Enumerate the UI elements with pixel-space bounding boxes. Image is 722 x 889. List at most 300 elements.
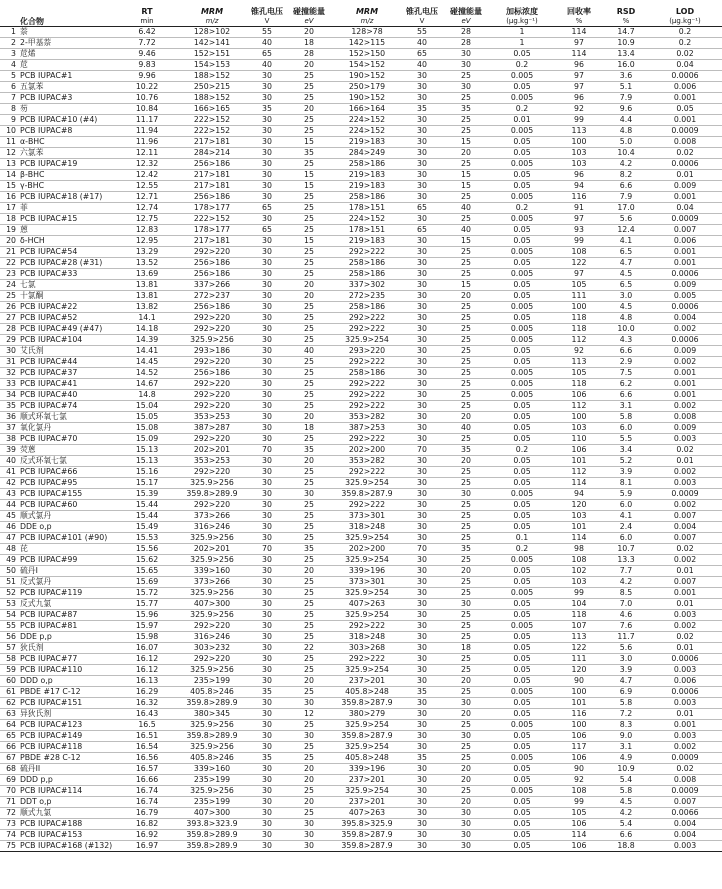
mrm1-value: 222>152 bbox=[193, 213, 231, 223]
cone1-value: 30 bbox=[262, 631, 272, 641]
mrm1-value: 188>152 bbox=[193, 92, 231, 102]
rsd-value: 7.7 bbox=[619, 565, 633, 575]
ce1-value: 25 bbox=[304, 433, 314, 443]
rt-value: 7.72 bbox=[138, 37, 156, 47]
compound-name: PCB IUPAC#104 bbox=[20, 334, 83, 344]
ce1-value: 28 bbox=[304, 48, 314, 58]
rsd-value: 3.9 bbox=[619, 466, 633, 476]
compound-name: PCB IUPAC#44 bbox=[20, 356, 78, 366]
ce1-value: 20 bbox=[304, 565, 314, 575]
recovery-value: 96 bbox=[574, 169, 584, 179]
compound-name: DDE p,p bbox=[20, 631, 52, 641]
ce2-value: 25 bbox=[461, 576, 471, 586]
cone1-value: 30 bbox=[262, 422, 272, 432]
recovery-value: 99 bbox=[574, 587, 584, 597]
recovery-value: 120 bbox=[571, 664, 587, 674]
ce2-value: 30 bbox=[461, 818, 471, 828]
ce2-value: 25 bbox=[461, 466, 471, 476]
lod-value: 0.008 bbox=[673, 411, 697, 421]
spike-value: 0.05 bbox=[513, 290, 531, 300]
compound-name: PCB IUPAC#168 (#132) bbox=[20, 840, 113, 850]
lod-value: 0.003 bbox=[673, 477, 697, 487]
mrm2-value: 353>282 bbox=[348, 411, 386, 421]
rt-value: 16.79 bbox=[135, 807, 159, 817]
recovery-value: 90 bbox=[574, 675, 584, 685]
mrm2-value: 219>183 bbox=[348, 180, 386, 190]
rsd-value: 9.0 bbox=[619, 730, 633, 740]
spike-value: 0.005 bbox=[510, 378, 534, 388]
mrm1-value: 222>152 bbox=[193, 125, 231, 135]
cone2-value: 30 bbox=[417, 730, 427, 740]
mrm1-value: 178>177 bbox=[193, 224, 231, 234]
ce1-value: 25 bbox=[304, 587, 314, 597]
rsd-value: 3.1 bbox=[619, 741, 633, 751]
row-index: 26 bbox=[6, 301, 16, 311]
mrm2-value: 292>222 bbox=[348, 356, 386, 366]
cone2-value: 35 bbox=[417, 103, 427, 113]
spike-value: 1 bbox=[519, 26, 525, 36]
table-row bbox=[0, 565, 722, 576]
recovery-value: 108 bbox=[571, 554, 587, 564]
cone2-value: 30 bbox=[417, 70, 427, 80]
mrm2-value: 219>183 bbox=[348, 169, 386, 179]
cone2-value: 30 bbox=[417, 257, 427, 267]
spike-value: 0.005 bbox=[510, 367, 534, 377]
mrm1-value: 407>300 bbox=[193, 807, 231, 817]
table-row bbox=[0, 301, 722, 312]
recovery-value: 97 bbox=[574, 70, 584, 80]
header-rt: RT min bbox=[140, 6, 154, 25]
spike-value: 0.05 bbox=[513, 400, 531, 410]
recovery-value: 114 bbox=[571, 48, 587, 58]
rt-value: 16.74 bbox=[135, 796, 159, 806]
row-index: 75 bbox=[6, 840, 16, 850]
mrm1-value: 359.8>289.9 bbox=[186, 697, 238, 707]
lod-value: 0.0006 bbox=[671, 70, 699, 80]
mrm1-value: 292>220 bbox=[193, 356, 231, 366]
mrm2-value: 359.8>287.9 bbox=[341, 840, 393, 850]
rt-value: 10.22 bbox=[135, 81, 159, 91]
rsd-value: 5.0 bbox=[619, 136, 633, 146]
spike-value: 0.05 bbox=[513, 180, 531, 190]
mrm2-value: 339>196 bbox=[348, 763, 386, 773]
compound-name: PCB IUPAC#54 bbox=[20, 246, 78, 256]
recovery-value: 112 bbox=[571, 466, 587, 476]
cone1-value: 35 bbox=[262, 686, 272, 696]
compound-name: 萘 bbox=[20, 26, 28, 36]
recovery-value: 105 bbox=[571, 807, 587, 817]
table-row bbox=[0, 708, 722, 719]
ce2-value: 25 bbox=[461, 620, 471, 630]
ce2-value: 30 bbox=[461, 48, 471, 58]
cone2-value: 30 bbox=[417, 290, 427, 300]
table-row bbox=[0, 818, 722, 829]
ce1-value: 25 bbox=[304, 378, 314, 388]
rt-value: 15.04 bbox=[135, 400, 159, 410]
compound-name: γ-BHC bbox=[20, 180, 45, 190]
ce1-value: 25 bbox=[304, 631, 314, 641]
rt-value: 15.77 bbox=[135, 598, 159, 608]
rsd-value: 3.9 bbox=[619, 664, 633, 674]
lod-value: 0.0006 bbox=[671, 686, 699, 696]
row-index: 44 bbox=[6, 499, 16, 509]
lod-value: 0.0006 bbox=[671, 301, 699, 311]
lod-value: 0.01 bbox=[676, 708, 694, 718]
table-row bbox=[0, 554, 722, 565]
spike-value: 0.05 bbox=[513, 81, 531, 91]
mrm1-value: 407>300 bbox=[193, 598, 231, 608]
row-index: 21 bbox=[6, 246, 16, 256]
rsd-value: 12.4 bbox=[617, 224, 635, 234]
ce1-value: 20 bbox=[304, 290, 314, 300]
recovery-value: 100 bbox=[571, 411, 587, 421]
compound-name: 异狄氏剂 bbox=[20, 708, 52, 718]
cone1-value: 30 bbox=[262, 268, 272, 278]
compound-name: PCB IUPAC#87 bbox=[20, 609, 78, 619]
rt-value: 14.8 bbox=[138, 389, 156, 399]
ce1-value: 15 bbox=[304, 136, 314, 146]
ce2-value: 25 bbox=[461, 356, 471, 366]
ce2-value: 25 bbox=[461, 719, 471, 729]
row-index: 18 bbox=[6, 213, 16, 223]
cone1-value: 30 bbox=[262, 389, 272, 399]
rt-value: 16.13 bbox=[135, 675, 159, 685]
ce2-value: 25 bbox=[461, 114, 471, 124]
table-row bbox=[0, 719, 722, 730]
mrm2-value: 318>248 bbox=[348, 521, 386, 531]
cone1-value: 30 bbox=[262, 609, 272, 619]
mrm1-value: 217>181 bbox=[193, 235, 231, 245]
rt-value: 9.96 bbox=[138, 70, 156, 80]
table-row bbox=[0, 378, 722, 389]
rsd-value: 5.9 bbox=[619, 488, 633, 498]
ce2-value: 25 bbox=[461, 158, 471, 168]
spike-value: 0.05 bbox=[513, 279, 531, 289]
rsd-value: 8.2 bbox=[619, 169, 633, 179]
cone1-value: 30 bbox=[262, 598, 272, 608]
cone1-value: 30 bbox=[262, 840, 272, 850]
rsd-value: 18.8 bbox=[617, 840, 635, 850]
cone1-value: 30 bbox=[262, 488, 272, 498]
cone2-value: 30 bbox=[417, 609, 427, 619]
cone1-value: 30 bbox=[262, 642, 272, 652]
compound-name: PCB IUPAC#151 bbox=[20, 697, 83, 707]
mrm1-value: 128>102 bbox=[193, 26, 231, 36]
mrm1-value: 256>186 bbox=[193, 191, 231, 201]
table-row bbox=[0, 37, 722, 48]
rsd-value: 13.4 bbox=[617, 48, 635, 58]
lod-value: 0.001 bbox=[673, 246, 697, 256]
spike-value: 0.05 bbox=[513, 829, 531, 839]
mrm1-value: 256>186 bbox=[193, 158, 231, 168]
mrm1-value: 293>186 bbox=[193, 345, 231, 355]
rt-value: 14.67 bbox=[135, 378, 159, 388]
rt-value: 13.82 bbox=[135, 301, 159, 311]
mrm2-value: 353>282 bbox=[348, 455, 386, 465]
compound-name: PCB IUPAC#118 bbox=[20, 741, 83, 751]
rsd-value: 4.8 bbox=[619, 312, 633, 322]
rt-value: 15.16 bbox=[135, 466, 159, 476]
mrm2-value: 373>301 bbox=[348, 510, 386, 520]
mrm1-value: 325.9>256 bbox=[190, 741, 234, 751]
cone2-value: 30 bbox=[417, 213, 427, 223]
table-row bbox=[0, 521, 722, 532]
ce2-value: 25 bbox=[461, 477, 471, 487]
mrm2-value: 325.9>254 bbox=[345, 587, 389, 597]
table-row bbox=[0, 356, 722, 367]
mrm1-value: 359.8>289.9 bbox=[186, 730, 238, 740]
cone2-value: 55 bbox=[417, 26, 427, 36]
spike-value: 0.05 bbox=[513, 708, 531, 718]
mrm2-value: 202>200 bbox=[348, 543, 386, 553]
rsd-value: 3.0 bbox=[619, 653, 633, 663]
ce2-value: 25 bbox=[461, 323, 471, 333]
ce1-value: 20 bbox=[304, 279, 314, 289]
rsd-value: 16.0 bbox=[617, 59, 635, 69]
rt-value: 15.98 bbox=[135, 631, 159, 641]
ce1-value: 25 bbox=[304, 301, 314, 311]
rsd-value: 6.6 bbox=[619, 180, 633, 190]
spike-value: 0.005 bbox=[510, 70, 534, 80]
rt-value: 10.76 bbox=[135, 92, 159, 102]
mrm1-value: 235>199 bbox=[193, 774, 231, 784]
compound-name: PCB IUPAC#33 bbox=[20, 268, 78, 278]
mrm2-value: 325.9>254 bbox=[345, 334, 389, 344]
mrm1-value: 250>215 bbox=[193, 81, 231, 91]
spike-value: 0.05 bbox=[513, 675, 531, 685]
cone1-value: 35 bbox=[262, 103, 272, 113]
compound-name: PCB IUPAC#149 bbox=[20, 730, 83, 740]
compound-name: δ-HCH bbox=[20, 235, 45, 245]
row-index: 65 bbox=[6, 730, 16, 740]
ce1-value: 25 bbox=[304, 741, 314, 751]
table-row bbox=[0, 686, 722, 697]
cone1-value: 30 bbox=[262, 796, 272, 806]
ce2-value: 25 bbox=[461, 609, 471, 619]
rsd-value: 5.2 bbox=[619, 455, 633, 465]
ce2-value: 40 bbox=[461, 224, 471, 234]
ce1-value: 25 bbox=[304, 653, 314, 663]
cone2-value: 30 bbox=[417, 598, 427, 608]
mrm2-value: 292>222 bbox=[348, 312, 386, 322]
cone2-value: 30 bbox=[417, 807, 427, 817]
cone2-value: 30 bbox=[417, 521, 427, 531]
table-row bbox=[0, 675, 722, 686]
mrm2-value: 407>263 bbox=[348, 807, 386, 817]
recovery-value: 114 bbox=[571, 532, 587, 542]
lod-value: 0.003 bbox=[673, 840, 697, 850]
table-body bbox=[0, 26, 722, 851]
row-index: 20 bbox=[6, 235, 16, 245]
row-index: 45 bbox=[6, 510, 16, 520]
recovery-value: 106 bbox=[571, 752, 587, 762]
compound-name: PCB IUPAC#41 bbox=[20, 378, 78, 388]
mrm1-value: 292>220 bbox=[193, 312, 231, 322]
row-index: 40 bbox=[6, 455, 16, 465]
ce2-value: 15 bbox=[461, 180, 471, 190]
recovery-value: 106 bbox=[571, 389, 587, 399]
mrm1-value: 188>152 bbox=[193, 70, 231, 80]
row-index: 73 bbox=[6, 818, 16, 828]
ce2-value: 40 bbox=[461, 202, 471, 212]
ce1-value: 25 bbox=[304, 686, 314, 696]
row-index: 69 bbox=[6, 774, 16, 784]
cone1-value: 30 bbox=[262, 345, 272, 355]
mrm1-value: 222>152 bbox=[193, 114, 231, 124]
compound-name: 硫丹I bbox=[20, 565, 38, 575]
compound-name: PCB IUPAC#119 bbox=[20, 587, 83, 597]
rt-value: 15.13 bbox=[135, 444, 159, 454]
row-index: 11 bbox=[6, 136, 16, 146]
mrm1-value: 325.9>256 bbox=[190, 664, 234, 674]
ce1-value: 15 bbox=[304, 180, 314, 190]
mrm1-value: 292>220 bbox=[193, 378, 231, 388]
row-index: 2 bbox=[11, 37, 16, 47]
recovery-value: 108 bbox=[571, 785, 587, 795]
compound-name: PCB IUPAC#3 bbox=[20, 92, 73, 102]
ce1-value: 35 bbox=[304, 444, 314, 454]
table-row bbox=[0, 70, 722, 81]
cone1-value: 30 bbox=[262, 433, 272, 443]
mrm2-value: 337>302 bbox=[348, 279, 386, 289]
spike-value: 0.05 bbox=[513, 664, 531, 674]
mrm2-value: 325.9>254 bbox=[345, 785, 389, 795]
mrm1-value: 292>220 bbox=[193, 400, 231, 410]
mrm2-value: 292>222 bbox=[348, 433, 386, 443]
recovery-value: 107 bbox=[571, 620, 587, 630]
spike-value: 0.005 bbox=[510, 158, 534, 168]
rsd-value: 7.9 bbox=[619, 191, 633, 201]
mrm2-value: 359.8>287.9 bbox=[341, 829, 393, 839]
cone1-value: 30 bbox=[262, 312, 272, 322]
table-row bbox=[0, 653, 722, 664]
cone2-value: 30 bbox=[417, 576, 427, 586]
compound-name: PCB IUPAC#8 bbox=[20, 125, 73, 135]
cone1-value: 30 bbox=[262, 741, 272, 751]
lod-value: 0.0009 bbox=[671, 125, 699, 135]
cone2-value: 30 bbox=[417, 411, 427, 421]
mrm2-value: 154>152 bbox=[348, 59, 386, 69]
spike-value: 0.05 bbox=[513, 763, 531, 773]
lod-value: 0.0006 bbox=[671, 653, 699, 663]
rt-value: 15.44 bbox=[135, 499, 159, 509]
ce1-value: 20 bbox=[304, 59, 314, 69]
cone1-value: 30 bbox=[262, 70, 272, 80]
rt-value: 15.44 bbox=[135, 510, 159, 520]
ce2-value: 30 bbox=[461, 598, 471, 608]
rsd-value: 6.5 bbox=[619, 246, 633, 256]
lod-value: 0.001 bbox=[673, 719, 697, 729]
cone1-value: 30 bbox=[262, 246, 272, 256]
lod-value: 0.002 bbox=[673, 554, 697, 564]
mrm1-value: 292>220 bbox=[193, 389, 231, 399]
spike-value: 0.05 bbox=[513, 521, 531, 531]
mrm1-value: 142>141 bbox=[193, 37, 231, 47]
rsd-value: 9.6 bbox=[619, 103, 633, 113]
recovery-value: 99 bbox=[574, 114, 584, 124]
spike-value: 0.05 bbox=[513, 477, 531, 487]
table-row bbox=[0, 664, 722, 675]
mrm1-value: 217>181 bbox=[193, 180, 231, 190]
ce1-value: 35 bbox=[304, 147, 314, 157]
mrm1-value: 166>165 bbox=[193, 103, 231, 113]
table-row bbox=[0, 752, 722, 763]
lod-value: 0.0066 bbox=[671, 807, 699, 817]
table-row bbox=[0, 312, 722, 323]
recovery-value: 100 bbox=[571, 719, 587, 729]
table-row bbox=[0, 345, 722, 356]
mrm2-value: 258>186 bbox=[348, 301, 386, 311]
ce1-value: 20 bbox=[304, 26, 314, 36]
rsd-value: 6.6 bbox=[619, 829, 633, 839]
recovery-value: 105 bbox=[571, 367, 587, 377]
rsd-value: 4.2 bbox=[619, 576, 633, 586]
mrm1-value: 325.9>256 bbox=[190, 554, 234, 564]
compound-name: PCB IUPAC#123 bbox=[20, 719, 83, 729]
compound-name: PCB IUPAC#81 bbox=[20, 620, 78, 630]
lod-value: 0.04 bbox=[676, 59, 694, 69]
row-index: 67 bbox=[6, 752, 16, 762]
ce1-value: 35 bbox=[304, 543, 314, 553]
spike-value: 0.05 bbox=[513, 774, 531, 784]
ce1-value: 15 bbox=[304, 169, 314, 179]
cone1-value: 30 bbox=[262, 235, 272, 245]
mrm2-value: 250>179 bbox=[348, 81, 386, 91]
ce2-value: 30 bbox=[461, 488, 471, 498]
rsd-value: 3.0 bbox=[619, 290, 633, 300]
cone2-value: 30 bbox=[417, 378, 427, 388]
cone2-value: 30 bbox=[417, 345, 427, 355]
spike-value: 0.005 bbox=[510, 554, 534, 564]
ce2-value: 20 bbox=[461, 290, 471, 300]
mrm1-value: 235>199 bbox=[193, 796, 231, 806]
lod-value: 0.02 bbox=[676, 48, 694, 58]
lod-value: 0.003 bbox=[673, 433, 697, 443]
lod-value: 0.003 bbox=[673, 609, 697, 619]
recovery-value: 118 bbox=[571, 378, 587, 388]
table-row bbox=[0, 158, 722, 169]
mrm2-value: 224>152 bbox=[348, 213, 386, 223]
lod-value: 0.005 bbox=[673, 290, 697, 300]
cone1-value: 30 bbox=[262, 587, 272, 597]
compound-name: 反式九氯 bbox=[20, 598, 52, 608]
table-row bbox=[0, 114, 722, 125]
header-cone2: 锥孔电压 V bbox=[406, 6, 438, 25]
cone1-value: 30 bbox=[262, 818, 272, 828]
table-row bbox=[0, 455, 722, 466]
mrm2-value: 178>151 bbox=[348, 202, 386, 212]
cone2-value: 30 bbox=[417, 136, 427, 146]
ce2-value: 25 bbox=[461, 378, 471, 388]
mrm2-value: 190>152 bbox=[348, 92, 386, 102]
rsd-value: 5.6 bbox=[619, 213, 633, 223]
rsd-value: 6.0 bbox=[619, 422, 633, 432]
rsd-value: 5.8 bbox=[619, 411, 633, 421]
cone2-value: 30 bbox=[417, 477, 427, 487]
spike-value: 0.005 bbox=[510, 125, 534, 135]
mrm1-value: 325.9>256 bbox=[190, 587, 234, 597]
ce2-value: 15 bbox=[461, 169, 471, 179]
ce1-value: 25 bbox=[304, 576, 314, 586]
cone2-value: 30 bbox=[417, 774, 427, 784]
rsd-value: 4.7 bbox=[619, 675, 633, 685]
lod-value: 0.002 bbox=[673, 356, 697, 366]
row-index: 22 bbox=[6, 257, 16, 267]
row-index: 71 bbox=[6, 796, 16, 806]
ce2-value: 25 bbox=[461, 653, 471, 663]
rsd-value: 7.6 bbox=[619, 620, 633, 630]
compound-name: 2-甲基萘 bbox=[20, 37, 52, 47]
